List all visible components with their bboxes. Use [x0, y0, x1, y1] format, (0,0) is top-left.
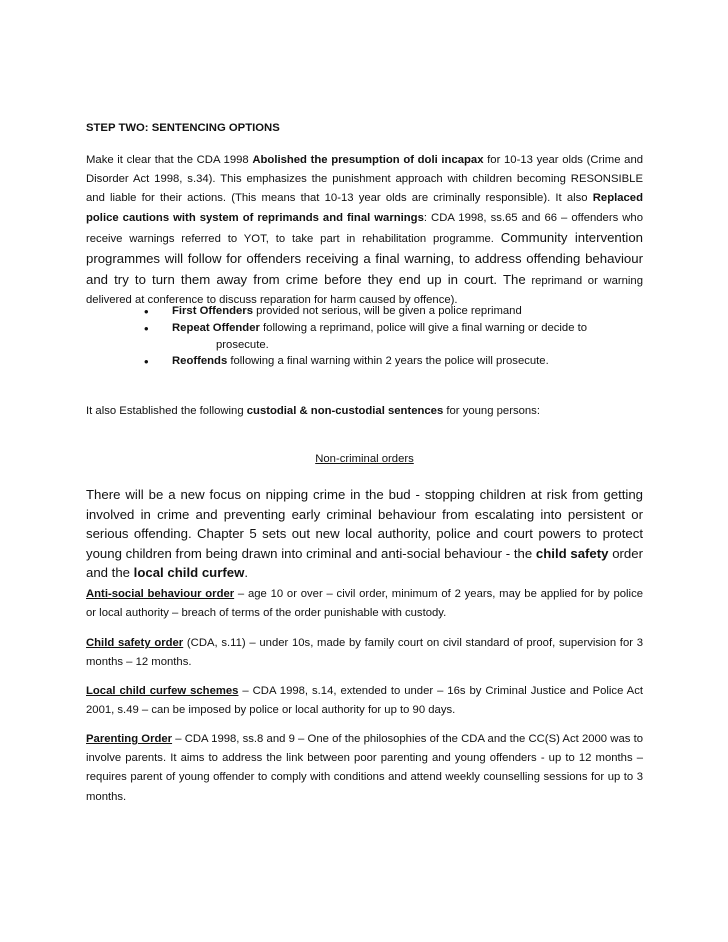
- intro-text-2: for 10-13 year olds (Crime and Disorder Act 1998, s.34). This emphasizes the punishment approach with children becoming RESONSIBLE and liable for their actions. (This means that 10-13 year olds are criminally responsible). It also: [86, 154, 644, 205]
- focus-text-2: order and the: [86, 545, 643, 581]
- focus-bold-curfew: local child curfew: [133, 565, 245, 581]
- order-paragraph: [86, 634, 643, 672]
- bullet-bold: First Offenders: [172, 305, 253, 317]
- focus-text-3: .: [244, 565, 249, 581]
- intro-bold-doli: Abolished the presumption of doli incapax: [252, 154, 484, 166]
- order-paragraph: [86, 585, 643, 623]
- focus-paragraph: [86, 485, 643, 583]
- focus-text-1: There will be a new focus on nipping crime in the bud - stopping children at risk from getting involved in crime and preventing early criminal behaviour from escalating into persistent or serious offending. Chapter 5 sets out new local authority, police and court powers to protect young children from being drawn into criminal and anti-social behaviour - the: [86, 487, 643, 561]
- order-text: – CDA 1998, s.14, extended to under – 16s by Criminal Justice and Police Act 2001, s.49 – can be imposed by police or local authority for up to 90 days.: [86, 685, 643, 717]
- bullet-item: [142, 303, 642, 321]
- bullet-icon: •: [144, 304, 149, 319]
- established-text-2: for young persons:: [443, 405, 540, 417]
- bullet-text: provided not serious, will be given a police reprimand: [252, 305, 522, 317]
- established-paragraph: [86, 402, 643, 421]
- order-name: Child safety order: [86, 637, 184, 649]
- bullet-text: following a reprimand, police will give a final warning or decide to: [259, 322, 588, 334]
- intro-paragraph: [86, 151, 643, 311]
- order-paragraph: [86, 682, 643, 720]
- intro-text-3: : CDA 1998, ss.65 and 66 – offenders who receive warnings referred to YOT, to take part in rehabilitation programme.: [86, 211, 643, 245]
- bullet-item: [142, 320, 642, 354]
- intro-text-4: Community intervention programmes will follow for offenders receiving a final warning, to address offending behaviour and try to turn them away from crime before they end up in court. The: [86, 229, 643, 288]
- intro-text-1: Make it clear that the CDA 1998: [86, 154, 253, 166]
- order-paragraph: [86, 730, 643, 807]
- bullet-continuation: prosecute.: [216, 339, 269, 351]
- bullet-text: following a final warning within 2 years the police will prosecute.: [227, 355, 549, 367]
- order-text: – age 10 or over – civil order, minimum of 2 years, may be applied for by police or local authority – breach of terms of the order punishable with custody.: [86, 588, 643, 620]
- bullet-item: [142, 353, 642, 371]
- order-name: Local child curfew schemes: [86, 685, 239, 697]
- focus-bold-child-safety: child safety: [535, 545, 609, 561]
- bullet-icon: •: [144, 321, 149, 336]
- order-text: (CDA, s.11) – under 10s, made by family court on civil standard of proof, supervision for 3 months – 12 months.: [86, 637, 643, 669]
- bullet-icon: •: [144, 354, 149, 369]
- step-two-heading: STEP TWO: SENTENCING OPTIONS: [86, 122, 280, 134]
- established-bold: custodial & non-custodial sentences: [246, 405, 444, 417]
- order-name: Anti-social behaviour order: [86, 588, 235, 600]
- established-text-1: It also Established the following: [86, 405, 247, 417]
- intro-text-5: reprimand or warning delivered at conference to discuss reparation for harm caused by offence).: [86, 275, 643, 307]
- bullet-bold: Reoffends: [172, 355, 228, 367]
- order-name: Parenting Order: [86, 733, 173, 745]
- order-text: – CDA 1998, ss.8 and 9 – One of the philosophies of the CDA and the CC(S) Act 2000 was to involve parents. It aims to address the link between poor parenting and young offenders - up to 12 months – requires parent of young offender to comply with conditions and attend weekly counselling sessions for up to 3 months.: [86, 733, 643, 803]
- noncriminal-heading: [86, 450, 643, 469]
- intro-bold-reprimands: Replaced police cautions with system of reprimands and final warnings: [86, 192, 643, 224]
- bullet-bold: Repeat Offender: [172, 322, 260, 334]
- noncriminal-heading-text: Non-criminal orders: [315, 453, 414, 465]
